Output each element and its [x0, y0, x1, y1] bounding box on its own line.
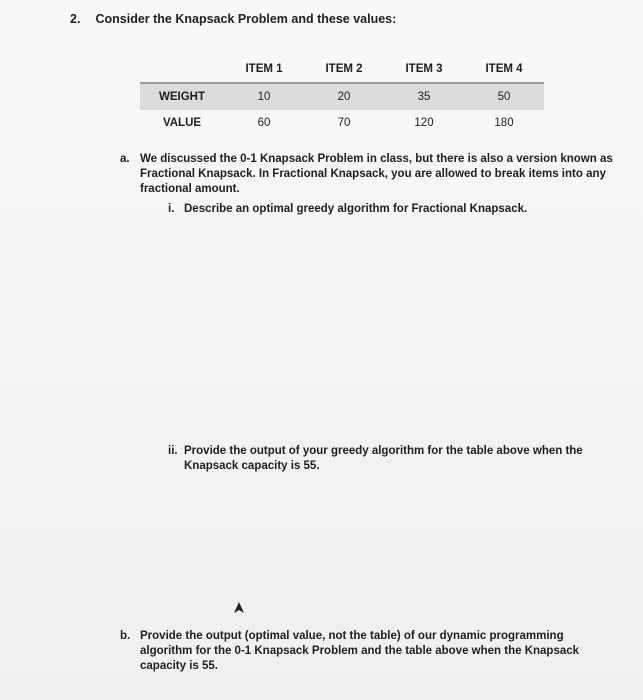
question-number: 2.	[70, 12, 81, 26]
question-prompt: Consider the Knapsack Problem and these values:	[95, 12, 397, 26]
value-item-1: 60	[257, 117, 271, 129]
part-a-sub-ii	[168, 444, 604, 474]
part-b-text: Provide the output (optimal value, not the table) of our dynamic programming algorithm for the 0-1 Knapsack Problem and the table above when the Knapsack capacity is 55.	[140, 630, 580, 672]
value-item-2: 70	[337, 117, 351, 129]
weight-item-1: 10	[257, 91, 271, 103]
header-item-1: ITEM 1	[245, 63, 283, 75]
header-item-3: ITEM 3	[405, 63, 443, 75]
part-a-sub-i	[168, 202, 604, 217]
sub-ii-text: Provide the output of your greedy algorithm for the table above when the Knapsack capacity is 55.	[184, 445, 583, 472]
row-label-weight: WEIGHT	[159, 91, 205, 103]
value-item-4: 180	[494, 117, 514, 129]
part-a-text: We discussed the 0-1 Knapsack Problem in class, but there is also a version known as Fractional Knapsack. In Fractional Knapsack, you are allowed to break items into any fractional amount.	[140, 153, 613, 195]
table-row-value	[140, 110, 544, 136]
header-item-2: ITEM 2	[325, 63, 363, 75]
sub-i-marker: i.	[168, 203, 175, 215]
weight-item-4: 50	[497, 91, 511, 103]
part-a-marker: a.	[120, 153, 130, 165]
cursor-arrow-icon	[232, 601, 246, 617]
part-b	[120, 629, 580, 674]
table-row-weight	[140, 83, 544, 110]
sub-i-text: Describe an optimal greedy algorithm for Fractional Knapsack.	[184, 203, 528, 215]
question-header	[70, 12, 396, 26]
weight-item-3: 35	[417, 91, 431, 103]
part-a	[120, 152, 620, 197]
part-b-marker: b.	[120, 630, 131, 642]
value-item-3: 120	[414, 117, 434, 129]
weight-item-2: 20	[337, 91, 351, 103]
row-label-value: VALUE	[162, 117, 202, 129]
knapsack-table	[140, 56, 544, 136]
table-corner	[140, 56, 224, 83]
table-header-row	[140, 56, 544, 83]
header-item-4: ITEM 4	[485, 63, 523, 75]
sub-ii-marker: ii.	[168, 445, 178, 457]
